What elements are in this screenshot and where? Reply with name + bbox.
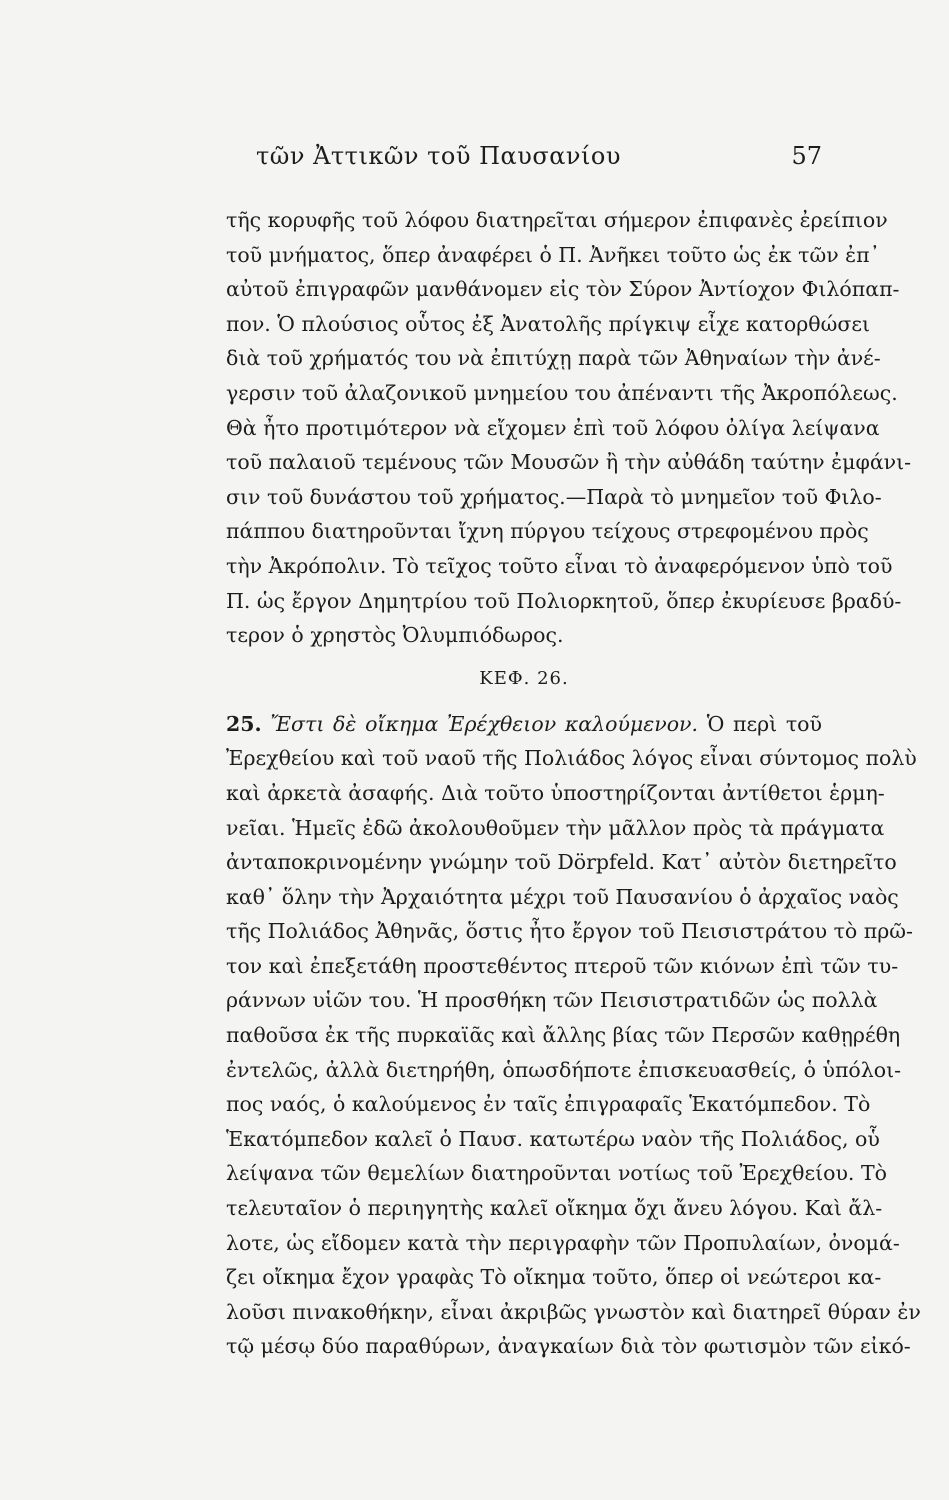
paragraph-2 — [226, 707, 921, 1364]
text-line: τοῦ μνήματος, ὅπερ ἀναφέρει ὁ Π. Ἀνῆκει τοῦτο ὡς ἐκ τῶν ἐπ᾽ — [226, 242, 880, 267]
text-line: τον καὶ ἐπεξετάθη προστεθέντος πτεροῦ τῶν κιόνων ἐπὶ τῶν τυ- — [226, 953, 899, 978]
section-mark: 25. — [226, 711, 262, 736]
text-line: τὴν Ἀκρόπολιν. Τὸ τεῖχος τοῦτο εἶναι τὸ ἀναφερόμενον ὑπὸ τοῦ — [226, 553, 893, 578]
section-quote: Ἔστι δὲ οἴκημα Ἐρέχθειον καλούμενον. — [270, 711, 699, 736]
text-line: σιν τοῦ δυνάστου τοῦ χρήματος.—Παρὰ τὸ μνημεῖον τοῦ Φιλο- — [226, 484, 882, 509]
paragraph-1 — [226, 203, 912, 653]
text-line: καθ᾽ ὅλην τὴν Ἀρχαιότητα μέχρι τοῦ Παυσανίου ὁ ἀρχαῖος ναὸς — [226, 884, 899, 909]
section-first-line — [226, 707, 822, 742]
text-line: Π. ὡς ἔργον Δημητρίου τοῦ Πολιορκητοῦ, ὅπερ ἐκυρίευσε βραδύ- — [226, 588, 902, 613]
text-line: τοῦ παλαιοῦ τεμένους τῶν Μουσῶν ἢ τὴν αὐθάδη ταύτην ἐμφάνι- — [226, 450, 912, 475]
chapter-heading: ΚΕΦ. 26. — [479, 667, 569, 689]
text-line: τερον ὁ χρηστὸς Ὀλυμπιόδωρος. — [226, 623, 564, 648]
text-line: καὶ ἀρκετὰ ἀσαφής. Διὰ τοῦτο ὑποστηρίζονται ἀντίθετοι ἑρμη- — [226, 780, 885, 805]
text-line: λείψανα τῶν θεμελίων διατηροῦνται νοτίως τοῦ Ἐρεχθείου. Τὸ — [226, 1161, 887, 1186]
page-header — [226, 142, 822, 176]
text-line: Ἑκατόμπεδον καλεῖ ὁ Παυσ. κατωτέρω ναὸν τῆς Πολιάδος, οὗ — [226, 1126, 880, 1151]
page-body — [226, 203, 921, 1364]
text-line: λοῦσι πινακοθήκην, εἶναι ἀκριβῶς γνωστὸν καὶ διατηρεῖ θύραν ἐν — [226, 1299, 921, 1324]
page-number: 57 — [791, 142, 822, 170]
text-line: Ἐρεχθείου καὶ τοῦ ναοῦ τῆς Πολιάδος λόγος εἶναι σύντομος πολὺ — [226, 746, 917, 771]
text-line: διὰ τοῦ χρήματός του νὰ ἐπιτύχῃ παρὰ τῶν Ἀθηναίων τὴν ἀνέ- — [226, 346, 881, 371]
text-line: τῆς κορυφῆς τοῦ λόφου διατηρεῖται σήμερον ἐπιφανὲς ἐρείπιον — [226, 208, 888, 232]
text-line: ζει οἴκημα ἔχον γραφὰς Τὸ οἴκημα τοῦτο, ὅπερ οἱ νεώτεροι κα- — [226, 1265, 882, 1290]
text-line: παθοῦσα ἐκ τῆς πυρκαϊᾶς καὶ ἄλλης βίας τῶν Περσῶν καθῃρέθη — [226, 1023, 901, 1048]
text-line: ἀνταποκρινομένην γνώμην τοῦ Dörpfeld. Κατ᾽ αὐτὸν διετηρεῖτο — [226, 850, 897, 875]
running-title: τῶν Ἀττικῶν τοῦ Παυσανίου — [256, 142, 621, 170]
text-line: γερσιν τοῦ ἀλαζονικοῦ μνημείου του ἀπέναντι τῆς Ἀκροπόλεως. — [226, 380, 898, 405]
text-line: τῷ μέσῳ δύο παραθύρων, ἀναγκαίων διὰ τὸν φωτισμὸν τῶν εἰκό- — [226, 1334, 911, 1359]
text-line: πον. Ὁ πλούσιος οὗτος ἐξ Ἀνατολῆς πρίγκιψ εἶχε κατορθώσει — [226, 311, 871, 336]
text-line: ἐντελῶς, ἀλλὰ διετηρήθη, ὁπωσδήποτε ἐπισκευασθείς, ὁ ὑπόλοι- — [226, 1057, 902, 1082]
section-line-rest: Ὁ περὶ τοῦ — [706, 711, 822, 736]
text-line: αὐτοῦ ἐπιγραφῶν μανθάνομεν εἰς τὸν Σύρον Ἀντίοχον Φιλόπαπ- — [226, 277, 900, 302]
text-line: νεῖαι. Ἡμεῖς ἐδῶ ἀκολουθοῦμεν τὴν μᾶλλον πρὸς τὰ πράγματα — [226, 815, 885, 840]
text-line: ράννων υἱῶν του. Ἡ προσθήκη τῶν Πεισιστρατιδῶν ὡς πολλὰ — [226, 988, 878, 1013]
text-line: τελευταῖον ὁ περιηγητὴς καλεῖ οἴκημα ὄχι ἄνευ λόγου. Καὶ ἄλ- — [226, 1196, 883, 1221]
text-line: τῆς Πολιάδος Ἀθηνᾶς, ὅστις ἦτο ἔργον τοῦ Πεισιστράτου τὸ πρῶ- — [226, 919, 913, 944]
text-line: Θὰ ἦτο προτιμότερον νὰ εἴχομεν ἐπὶ τοῦ λόφου ὀλίγα λείψανα — [226, 415, 880, 440]
text-line: πάππου διατηροῦνται ἴχνη πύργου τείχους στρεφομένου πρὸς — [226, 519, 869, 544]
text-line: πος ναός, ὁ καλούμενος ἐν ταῖς ἐπιγραφαῖς Ἑκατόμπεδον. Τὸ — [226, 1092, 871, 1117]
text-line: λοτε, ὡς εἴδομεν κατὰ τὴν περιγραφὴν τῶν Προπυλαίων, ὀνομά- — [226, 1230, 900, 1255]
